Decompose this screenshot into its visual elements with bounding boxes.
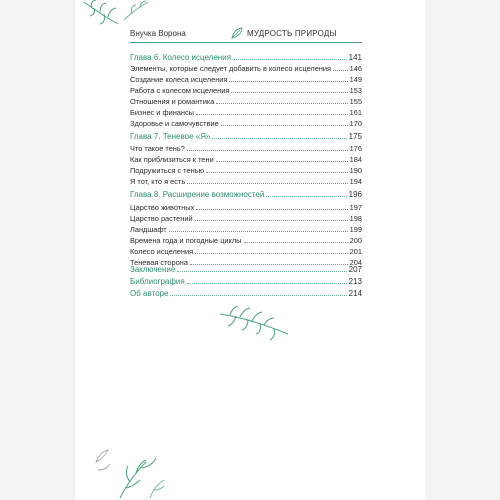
toc-leader	[195, 219, 348, 221]
toc-title: Царство животных	[130, 203, 195, 212]
toc-entry[interactable]	[130, 224, 362, 235]
toc-conclusion[interactable]	[130, 264, 362, 275]
toc-page: 199	[349, 225, 362, 234]
toc-leader	[206, 171, 348, 173]
toc-entry[interactable]	[130, 74, 362, 85]
toc-page: 214	[348, 289, 362, 298]
toc-entry[interactable]	[130, 246, 362, 257]
toc-leader	[196, 208, 347, 210]
toc-page: 196	[348, 190, 362, 199]
toc-title: Времена года и погодные циклы	[130, 236, 242, 245]
toc-entry[interactable]	[130, 96, 362, 107]
toc-title: Работа с колесом исцеления	[130, 86, 230, 95]
toc-chapter-8[interactable]	[130, 189, 362, 200]
toc-title: Глава 8. Расширение возможностей	[130, 190, 265, 199]
toc-page: 149	[349, 75, 362, 84]
toc-title: Подружиться с тенью	[130, 166, 205, 175]
toc-entry[interactable]	[130, 176, 362, 187]
leaf-sprig-top-right-icon	[122, 0, 152, 22]
toc-title: Создание колеса исцеления	[130, 75, 228, 84]
toc-entry[interactable]	[130, 213, 362, 224]
toc-title: Отношения и романтика	[130, 97, 215, 106]
toc-page: 204	[349, 258, 362, 267]
toc-leader	[266, 195, 346, 197]
toc-leader	[187, 182, 347, 184]
toc-title: Глава 6. Колесо исцеления	[130, 53, 232, 62]
toc-about-author[interactable]	[130, 288, 362, 299]
toc-title: Я тот, кто я есть	[130, 177, 186, 186]
toc-title: Об авторе	[130, 289, 169, 298]
toc-title: Колесо исцеления	[130, 247, 194, 256]
toc-page: 190	[349, 166, 362, 175]
toc-title: Заключение	[130, 265, 176, 274]
toc-title: Глава 7. Теневое «Я»	[130, 132, 211, 141]
toc-page: 194	[349, 177, 362, 186]
toc-page: 153	[349, 86, 362, 95]
header-book-title: МУДРОСТЬ ПРИРОДЫ	[247, 29, 337, 38]
leaf-divider-icon	[230, 26, 244, 40]
toc-entry[interactable]	[130, 63, 362, 74]
toc-leader	[187, 149, 348, 151]
toc-page: 184	[349, 155, 362, 164]
toc-leader	[196, 113, 348, 115]
toc-page: 155	[349, 97, 362, 106]
toc-bibliography[interactable]	[130, 276, 362, 287]
toc-page: 207	[348, 265, 362, 274]
toc-leader	[231, 91, 347, 93]
toc-leader	[195, 252, 348, 254]
toc-leader	[221, 124, 348, 126]
toc-leader	[244, 241, 348, 243]
toc-chapter-6[interactable]	[130, 52, 362, 63]
toc-leader	[229, 80, 347, 82]
header-author: Внучка Ворона	[130, 29, 186, 38]
branch-decoration-icon	[218, 300, 290, 342]
toc-page: 200	[349, 236, 362, 245]
toc-title: Что такое тень?	[130, 144, 185, 153]
toc-title: Ландшафт	[130, 225, 167, 234]
toc-entry[interactable]	[130, 107, 362, 118]
toc-page: 146	[349, 64, 362, 73]
toc-page: 213	[348, 277, 362, 286]
toc-page: 197	[349, 203, 362, 212]
toc-entry[interactable]	[130, 165, 362, 176]
toc-leader	[333, 69, 348, 71]
toc-page: 201	[349, 247, 362, 256]
toc-page: 170	[349, 119, 362, 128]
toc-title: Бизнес и финансы	[130, 108, 194, 117]
toc-title: Царство растений	[130, 214, 193, 223]
toc-page: 175	[348, 132, 362, 141]
toc-chapter-7[interactable]	[130, 131, 362, 142]
toc-page: 176	[349, 144, 362, 153]
toc-leader	[212, 137, 346, 139]
running-header	[130, 26, 362, 43]
toc-page: 161	[349, 108, 362, 117]
toc-page: 141	[348, 53, 362, 62]
leaf-cluster-bottom-icon	[90, 440, 170, 500]
toc-entry[interactable]	[130, 85, 362, 96]
toc-entry[interactable]	[130, 235, 362, 246]
toc-entry[interactable]	[130, 118, 362, 129]
toc-title: Теневая сторона	[130, 258, 188, 267]
toc-title: Элементы, которые следует добавить в колесо исцеления	[130, 64, 332, 73]
toc-title: Как приблизиться к тени	[130, 155, 214, 164]
toc-leader	[177, 270, 346, 272]
toc-entry[interactable]	[130, 202, 362, 213]
toc-leader	[187, 282, 347, 284]
toc-title: Библиография	[130, 277, 185, 286]
toc-title: Здоровье и самочувствие	[130, 119, 219, 128]
toc-entry[interactable]	[130, 143, 362, 154]
toc-leader	[216, 102, 347, 104]
toc-leader	[216, 160, 348, 162]
toc-entry[interactable]	[130, 154, 362, 165]
toc-leader	[170, 294, 346, 296]
toc-page: 198	[349, 214, 362, 223]
toc-leader	[169, 230, 348, 232]
toc-leader	[233, 58, 347, 60]
